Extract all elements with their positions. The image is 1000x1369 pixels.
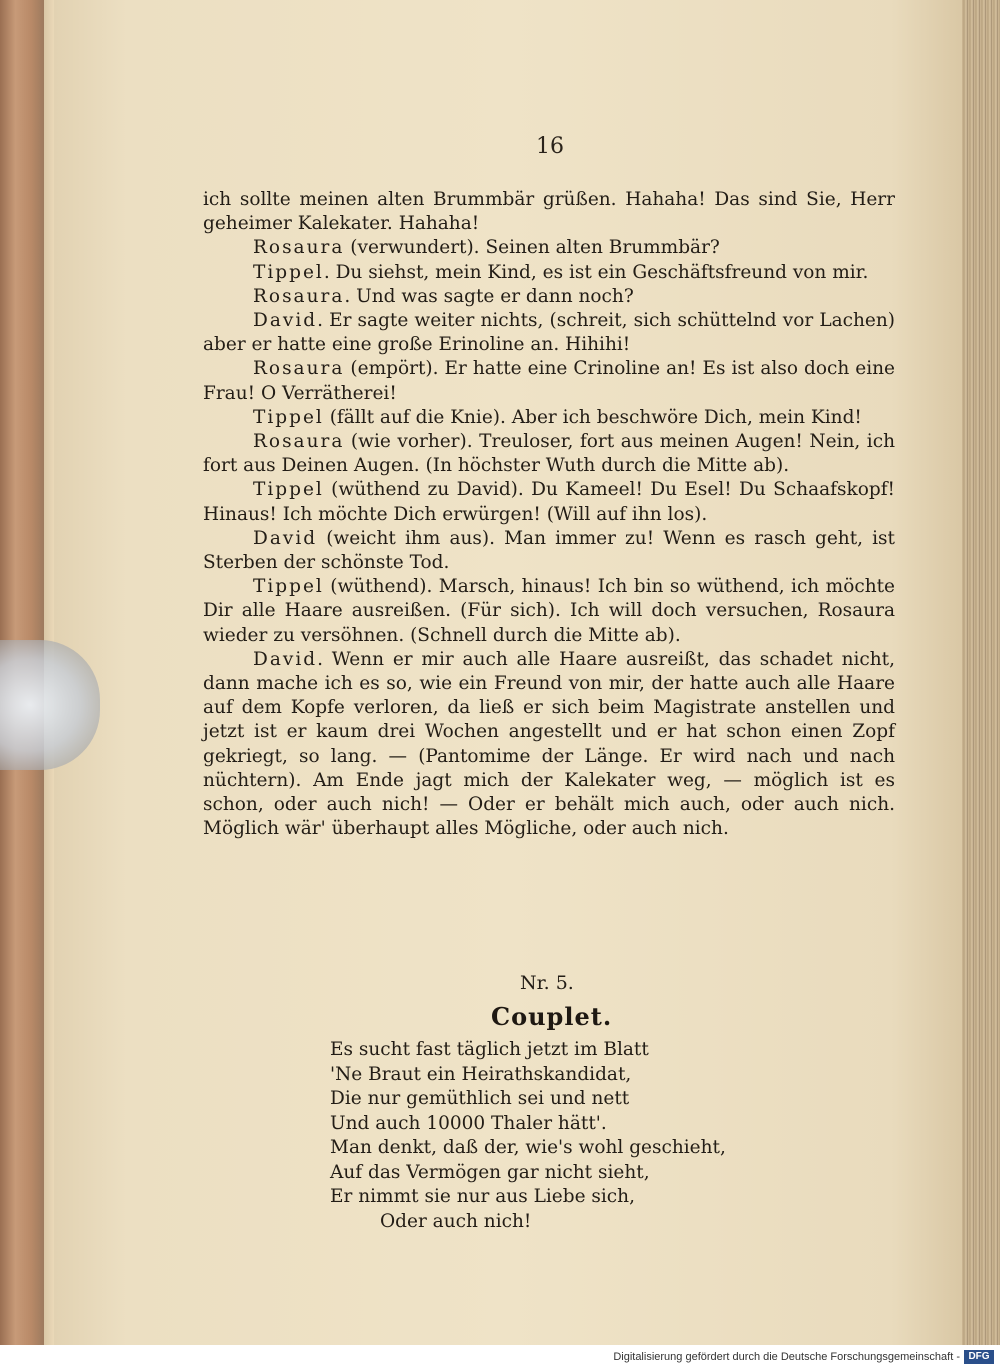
- speaker-name: Rosaura: [253, 431, 345, 453]
- speaker-name: Tippel: [253, 576, 324, 598]
- speaker-name: David: [253, 648, 318, 670]
- paragraph: [203, 236, 895, 260]
- page-number: 16: [536, 134, 564, 159]
- paragraph-text: (fällt auf die Knie). Aber ich beschwöre Dich, mein Kind!: [323, 406, 862, 428]
- paragraph: [203, 430, 895, 478]
- paragraph: [203, 285, 895, 309]
- verse-line: Oder auch nich!: [380, 1210, 532, 1232]
- speaker-name: David: [253, 527, 318, 549]
- paragraph: [203, 261, 895, 285]
- dialogue-text: [203, 188, 895, 841]
- speaker-name: David: [253, 310, 318, 332]
- paragraph: [203, 188, 895, 236]
- paragraph-text: . Er sagte weiter nichts, (schreit, sich schüttelnd vor Lachen) aber er hatte eine große Erinoline an. Hihihi!: [203, 310, 895, 356]
- paragraph-text: (wüthend zu David). Du Kameel! Du Esel! Du Schaafskopf! Hinaus! Ich möchte Dich erwürgen! (Will auf ihn los).: [203, 479, 895, 525]
- verse-line: Und auch 10000 Thaler hätt'.: [330, 1112, 607, 1134]
- paragraph: [203, 357, 895, 405]
- paragraph: [203, 575, 895, 648]
- verse-line: Er nimmt sie nur aus Liebe sich,: [330, 1186, 635, 1207]
- paragraph-text: (empört). Er hatte eine Crinoline an! Es ist also doch eine Frau! O Verrätherei!: [203, 358, 895, 404]
- funding-credit: Digitalisierung gefördert durch die Deutsche Forschungsgemeinschaft -: [613, 1351, 960, 1363]
- verse-line: Es sucht fast täglich jetzt im Blatt: [330, 1039, 649, 1060]
- paragraph-text: . Und was sagte er dann noch?: [344, 285, 634, 307]
- verse-line: Auf das Vermögen gar nicht sieht,: [330, 1161, 650, 1183]
- paragraph: [203, 478, 895, 526]
- paragraph-text: (wüthend). Marsch, hinaus! Ich bin so wüthend, ich möchte Dir alle Haare ausreißen. (Für sich). Ich will doch versuchen, Rosaura wieder zu versöhnen. (Schnell durch die Mitte ab).: [203, 576, 895, 646]
- speaker-name: Rosaura: [253, 237, 345, 259]
- paragraph-text: (verwundert). Seinen alten Brummbär?: [344, 237, 720, 259]
- speaker-name: Tippel: [253, 479, 324, 501]
- speaker-name: Rosaura: [253, 285, 345, 307]
- paragraph: [203, 309, 895, 357]
- page-stack-edges: [962, 0, 1000, 1345]
- verse-line: Die nur gemüthlich sei und nett: [330, 1088, 630, 1109]
- dfg-logo: DFG: [964, 1350, 994, 1364]
- paragraph-text: . Du siehst, mein Kind, es ist ein Geschäftsfreund von mir.: [323, 261, 869, 283]
- verse-line: Man denkt, daß der, wie's wohl geschieht,: [330, 1137, 726, 1158]
- verse: [330, 1038, 800, 1234]
- speaker-name: Tippel: [253, 261, 324, 283]
- speaker-name: Tippel: [253, 406, 324, 428]
- song-title: Couplet.: [491, 1002, 613, 1031]
- paragraph: [203, 406, 895, 430]
- song-number: Nr. 5.: [520, 972, 574, 994]
- paragraph: [203, 648, 895, 842]
- paragraph-text: (wie vorher). Treuloser, fort aus meinen Augen! Nein, ich fort aus Deinen Augen. (In höchster Wuth durch die Mitte ab).: [203, 431, 895, 477]
- paragraph-text: . Wenn er mir auch alle Haare ausreißt, das schadet nicht, dann mache ich es so, wie ein Freund von mir, der hatte auch alle Haare auf dem Kopfe verloren, da ließ er sich beim Magistrate anstellen und jetzt ist er kaum drei Wochen angestellt und er hat schon einen Zopf gekriegt, so lang. — (Pantomime der Länge. Er wird nach und nach nüchtern). Am Ende jagt mich der Kalekater weg, — möglich ist es schon, oder auch nich! — Oder er behält mich auch, oder auch nich. Möglich wär' überhaupt alles Mögliche, oder auch nich.: [203, 648, 895, 840]
- paragraph-text: ich sollte meinen alten Brummbär grüßen. Hahaha! Das sind Sie, Herr geheimer Kalekater. Hahaha!: [203, 189, 895, 235]
- paragraph: [203, 527, 895, 575]
- paragraph-text: (weicht ihm aus). Man immer zu! Wenn es rasch geht, ist Sterben der schönste Tod.: [203, 527, 895, 574]
- verse-line: 'Ne Braut ein Heirathskandidat,: [330, 1063, 632, 1085]
- speaker-name: Rosaura: [253, 358, 345, 380]
